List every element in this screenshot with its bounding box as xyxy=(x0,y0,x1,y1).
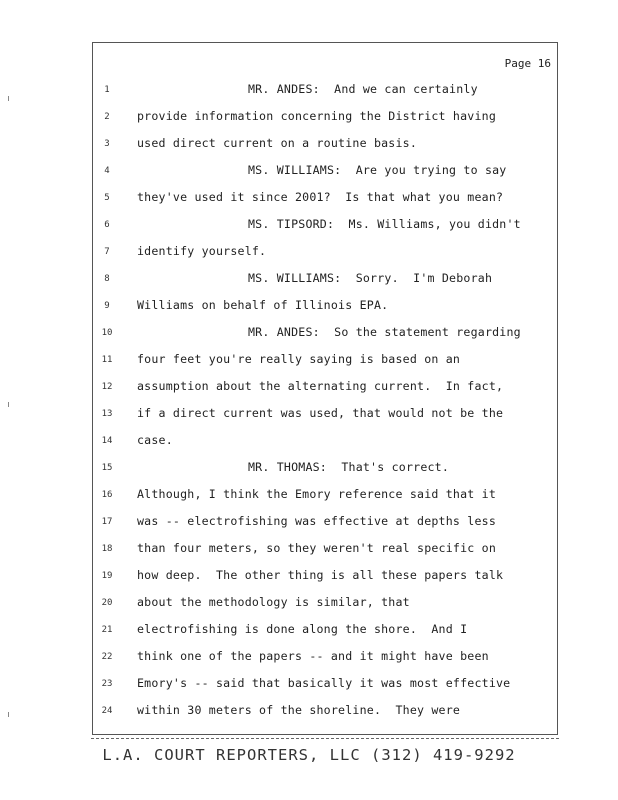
line-number: 13 xyxy=(101,409,113,419)
transcript-line: MR. ANDES: And we can certainly xyxy=(248,82,478,96)
line-number: 9 xyxy=(104,301,110,311)
court-reporter-footer: L.A. COURT REPORTERS, LLC (312) 419-9292 xyxy=(102,746,516,764)
line-number: 24 xyxy=(101,706,113,716)
line-number: 11 xyxy=(101,355,113,365)
margin-mark xyxy=(8,96,9,101)
line-number: 14 xyxy=(101,436,113,446)
transcript-line: MS. WILLIAMS: Are you trying to say xyxy=(248,163,507,177)
transcript-line: how deep. The other thing is all these papers talk xyxy=(137,568,504,582)
line-number: 4 xyxy=(104,166,110,176)
transcript-line: MS. TIPSORD: Ms. Williams, you didn't xyxy=(248,217,521,231)
transcript-line: think one of the papers -- and it might have been xyxy=(137,649,489,663)
transcript-line: used direct current on a routine basis. xyxy=(137,136,418,150)
transcript-line: they've used it since 2001? Is that what you mean? xyxy=(137,190,504,204)
transcript-line: four feet you're really saying is based on an xyxy=(137,352,461,366)
margin-mark xyxy=(8,402,9,407)
transcript-line: was -- electrofishing was effective at depths less xyxy=(137,514,497,528)
margin-mark xyxy=(8,712,9,717)
transcript-line: Williams on behalf of Illinois EPA. xyxy=(137,298,389,312)
page-number: Page 16 xyxy=(504,57,551,70)
line-number: 6 xyxy=(104,220,110,230)
transcript-line: case. xyxy=(137,433,173,447)
transcript-line: identify yourself. xyxy=(137,244,267,258)
line-number: 8 xyxy=(104,274,110,284)
transcript-line: about the methodology is similar, that xyxy=(137,595,410,609)
line-number: 16 xyxy=(101,490,113,500)
line-number: 7 xyxy=(104,247,110,257)
transcript-line: if a direct current was used, that would not be the xyxy=(137,406,504,420)
line-number: 17 xyxy=(101,517,113,527)
line-number: 15 xyxy=(101,463,113,473)
transcript-line: MR. THOMAS: That's correct. xyxy=(248,460,450,474)
line-number: 18 xyxy=(101,544,113,554)
transcript-line: provide information concerning the District having xyxy=(137,109,497,123)
line-number: 19 xyxy=(101,571,113,581)
transcript-line: electrofishing is done along the shore. And I xyxy=(137,622,468,636)
line-number: 23 xyxy=(101,679,113,689)
transcript-line: than four meters, so they weren't real specific on xyxy=(137,541,497,555)
line-number: 21 xyxy=(101,625,113,635)
line-number: 2 xyxy=(104,112,110,122)
line-number: 22 xyxy=(101,652,113,662)
line-number: 20 xyxy=(101,598,113,608)
line-number: 12 xyxy=(101,382,113,392)
transcript-line: MS. WILLIAMS: Sorry. I'm Deborah xyxy=(248,271,493,285)
line-number: 10 xyxy=(101,328,113,338)
line-number: 3 xyxy=(104,139,110,149)
transcript-line: within 30 meters of the shoreline. They were xyxy=(137,703,461,717)
line-number: 1 xyxy=(104,85,110,95)
transcript-line: assumption about the alternating current. In fact, xyxy=(137,379,504,393)
line-number: 5 xyxy=(104,193,110,203)
transcript-line: Emory's -- said that basically it was most effective xyxy=(137,676,511,690)
transcript-line: Although, I think the Emory reference said that it xyxy=(137,487,497,501)
transcript-line: MR. ANDES: So the statement regarding xyxy=(248,325,521,339)
